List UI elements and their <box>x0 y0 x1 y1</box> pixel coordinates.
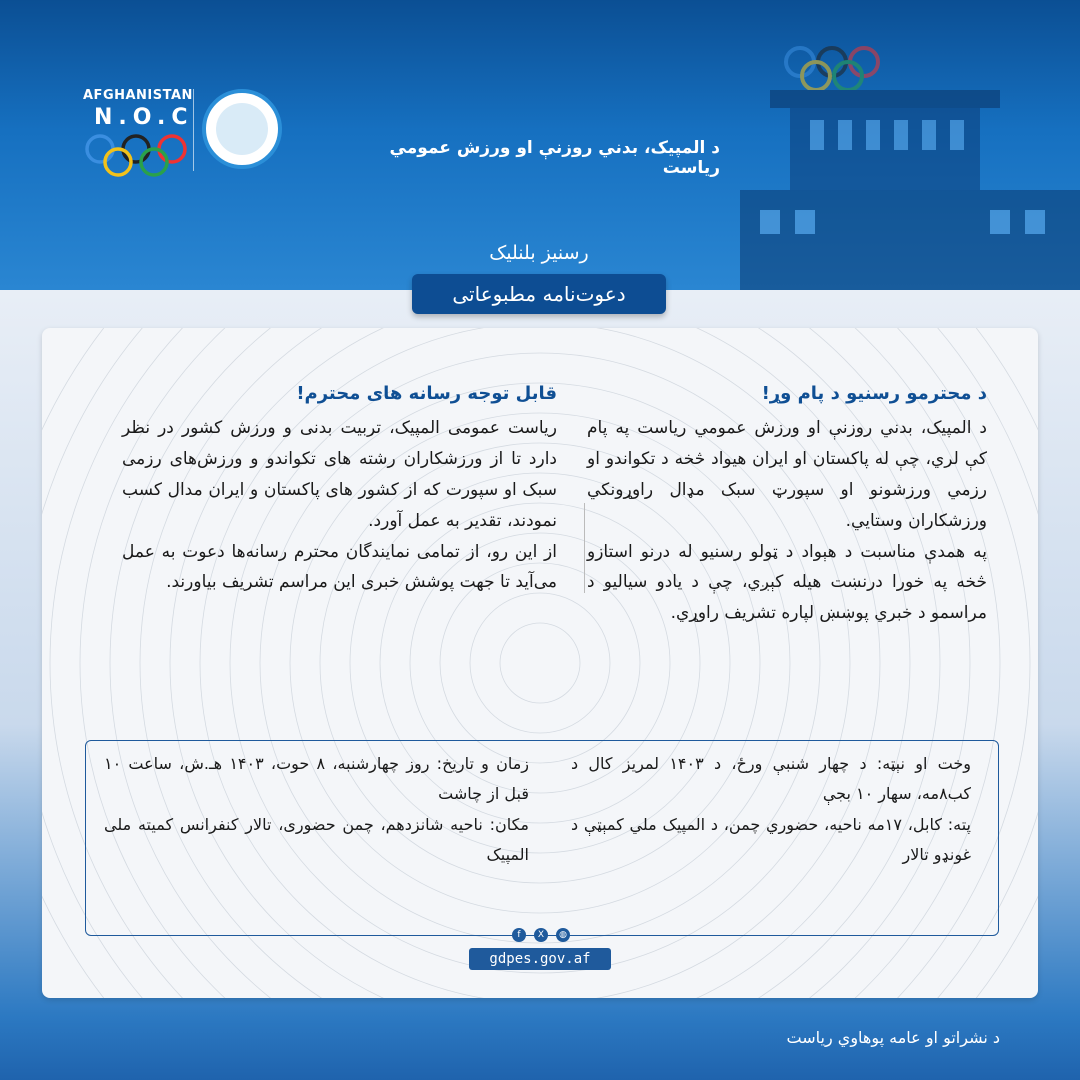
olympic-rings-icon <box>786 48 878 90</box>
building-illustration <box>660 40 1080 290</box>
dari-place: مکان: ناحیه شانزدهم، چمن حضوری، تالار کنفرانس کمیته ملی المپیک <box>104 814 529 865</box>
footer-text: د نشراتو او عامه پوهاوي ریاست <box>786 1028 1000 1047</box>
pashto-paragraph-1: د المپیک، بدني روزنې او ورزش عمومي ریاست په پام کې لري، چې له پاکستان او ایران هیواد څخه د تکواندو او رزمي ورزشونو او سپورټ سبک مډال راوړونکي ورزشکاران وستایي. <box>587 417 987 531</box>
org-title: د المپیک، بدني روزنې او ورزش عمومي ریاست <box>389 138 720 178</box>
noc-logo-text: N.O.C <box>94 105 194 130</box>
pashto-time: وخت او نېټه: د چهار شنبې ورځ، د ۱۴۰۳ لمریز کال د کب۸مه، سهار ۱۰ بجې <box>571 754 971 804</box>
invitation-title: دعوت‌نامه مطبوعاتی <box>412 274 666 314</box>
dari-heading: قابل توجه رسانه های محترم! <box>296 383 557 404</box>
ministry-emblem-icon <box>202 89 282 169</box>
column-divider <box>584 503 585 593</box>
logo-divider <box>193 89 194 171</box>
dari-time: زمان و تاریخ: روز چهارشنبه، ۸ حوت، ۱۴۰۳ هـ.ش، ساعت ۱۰ قبل از چاشت <box>104 754 530 804</box>
pashto-paragraph-2: په همدې مناسبت د هېواد د ټولو رسنیو له درنو استازو څخه په خورا درنښت هیله کېږي، چې د یادو سیالیو د مراسمو د خبري پوښښ لپاره تشریف راوړي. <box>587 541 987 624</box>
dari-paragraph-1: ریاست عمومی المپیک، تربیت بدنی و ورزش کشور در نظر دارد تا از ورزشکاران رشته های تکواندو و ورزش‌های رزمی سبک او سپورت که از کشور های پاکستان و ایران مدال کسب نمودند، تقدیر به عمل آورد. <box>122 417 557 531</box>
pashto-place: پته: کابل، ۱۷مه ناحیه، حضوري چمن، د المپیک ملي کمېټې د غونډو تالار <box>571 814 971 865</box>
pashto-event-details <box>571 749 971 871</box>
facebook-icon[interactable]: f <box>512 928 526 942</box>
invitation-subtitle: رسنیز بلنلیک <box>489 242 589 264</box>
event-details-box <box>85 740 999 936</box>
noc-rings-icon <box>82 133 192 177</box>
logo-block <box>80 85 310 185</box>
pashto-column <box>587 378 987 629</box>
pashto-heading: د محترمو رسنیو د پام وړ! <box>761 383 987 404</box>
social-icons <box>512 928 578 944</box>
dari-paragraph-2: از این رو، از تمامی نمایندگان محترم رسانه‌ها دعوت به عمل می‌آید تا جهت پوشش خبری این مراسم تشریف بیاورند. <box>122 541 557 593</box>
content-card <box>42 328 1038 998</box>
noc-country-label: AFGHANISTAN <box>83 88 193 103</box>
website-link[interactable]: gdpes.gov.af <box>469 948 611 970</box>
x-icon[interactable]: X <box>534 928 548 942</box>
dari-column <box>122 378 557 598</box>
globe-icon[interactable]: ◍ <box>556 928 570 942</box>
dari-event-details <box>104 749 529 871</box>
